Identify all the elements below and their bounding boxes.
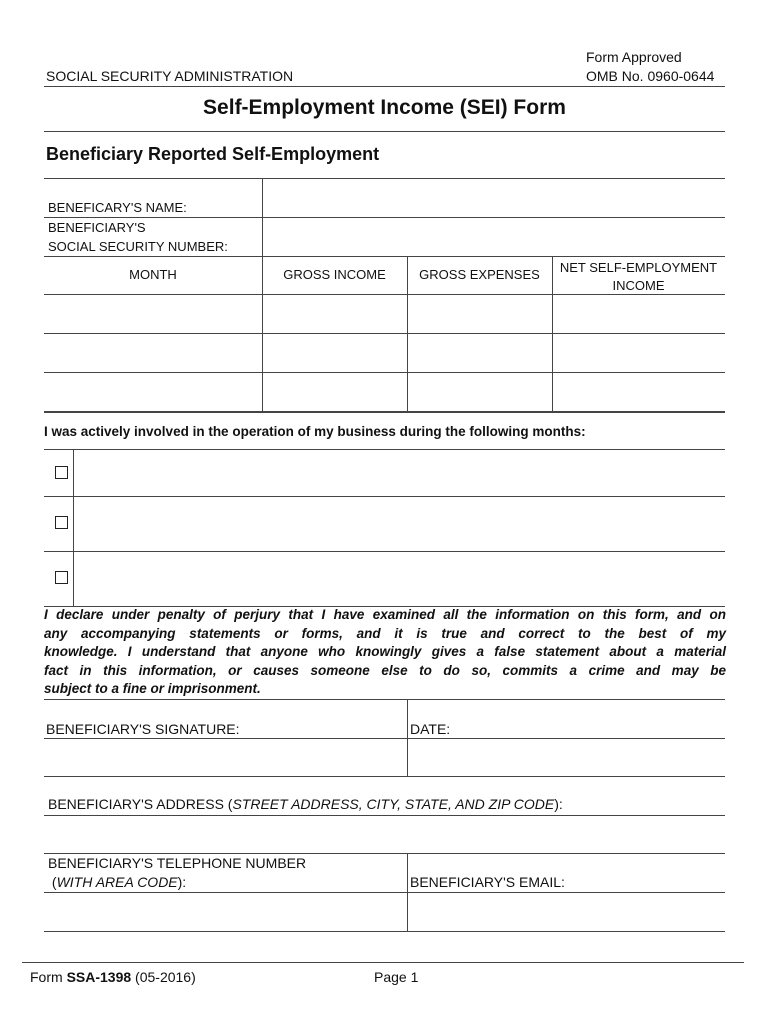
row3-gross-income-field[interactable] [264, 374, 406, 410]
form-code: SSA-1398 [66, 969, 132, 985]
form-date: (05-2016) [131, 969, 196, 985]
email-field[interactable] [409, 894, 724, 929]
row2-month-field[interactable] [45, 335, 261, 371]
email-label: BENEFICIARY'S EMAIL: [410, 874, 565, 890]
form-approved-text: Form Approved [586, 49, 682, 65]
address-label-suffix: ): [554, 796, 563, 812]
signature-label-rule [44, 738, 725, 739]
signature-bottom-rule [44, 776, 725, 777]
involvement-rule-2 [44, 551, 725, 552]
ssn-label-line2: SOCIAL SECURITY NUMBER: [48, 239, 228, 254]
omb-number: OMB No. 0960-0644 [586, 68, 715, 84]
month-checkbox-2[interactable] [55, 516, 68, 529]
form-number [30, 968, 196, 987]
ssn-label-line1: BENEFICIARY'S [48, 220, 146, 235]
involvement-statement: I was actively involved in the operation of my business during the following months: [44, 424, 586, 439]
date-field[interactable] [409, 740, 724, 774]
table-row-rule-1 [44, 333, 725, 334]
table-header-rule [44, 294, 725, 295]
row1-gross-income-field[interactable] [264, 296, 406, 332]
contact-label-rule [44, 892, 725, 893]
row3-month-field[interactable] [45, 374, 261, 410]
month-field-2[interactable] [76, 498, 724, 549]
page-number: Page 1 [374, 969, 419, 985]
gross-expenses-header: GROSS EXPENSES [419, 267, 540, 282]
date-label: DATE: [410, 721, 451, 737]
address-label-rule [44, 815, 725, 816]
row1-gross-expenses-field[interactable] [409, 296, 551, 332]
gross-income-header: GROSS INCOME [283, 267, 386, 282]
row1-month-field[interactable] [45, 296, 261, 332]
declaration-line-5: subject to a fine or imprisonment. [44, 681, 261, 697]
signature-label: BENEFICIARY'S SIGNATURE: [46, 721, 240, 737]
table-row-rule-2 [44, 372, 725, 373]
row2-net-income-field[interactable] [554, 335, 724, 371]
declaration-line-3: knowledge. I understand that anyone who knowingly gives a false statement about a material [44, 644, 726, 660]
row2-gross-income-field[interactable] [264, 335, 406, 371]
row1-net-income-field[interactable] [554, 296, 724, 332]
phone-label-line1: BENEFICIARY'S TELEPHONE NUMBER [48, 855, 307, 871]
net-income-header-line2: INCOME [612, 278, 665, 293]
row3-gross-expenses-field[interactable] [409, 374, 551, 410]
declaration-bottom-rule [44, 699, 725, 700]
phone-field[interactable] [45, 894, 405, 929]
declaration-line-1: I declare under penalty of perjury that I have examined all the information on this form, and on [44, 607, 726, 622]
month-field-1[interactable] [76, 451, 724, 494]
table-bottom-rule [44, 411, 725, 413]
ssn-bottom-rule [44, 256, 725, 257]
month-header: MONTH [129, 267, 177, 282]
form-prefix: Form [30, 969, 67, 985]
involvement-rule-1 [44, 496, 725, 497]
beneficiary-name-field[interactable] [264, 180, 724, 217]
title-rule [44, 131, 725, 132]
address-label-prefix: BENEFICIARY'S ADDRESS ( [48, 796, 233, 812]
declaration-line-2: any accompanying statements or forms, and it is true and correct to the best of my [44, 625, 726, 641]
involvement-top-rule [44, 449, 725, 450]
row3-net-income-field[interactable] [554, 374, 724, 410]
name-top-rule [44, 178, 725, 179]
phone-label-line2 [48, 873, 186, 892]
declaration-line-4: fact in this information, or causes someone else to do so, commits a crime and may be [44, 662, 726, 678]
phone-label-italic: WITH AREA CODE [56, 874, 178, 890]
ssn-field[interactable] [264, 219, 724, 255]
page-title: Self-Employment Income (SEI) Form [203, 96, 566, 119]
perjury-declaration [44, 606, 726, 699]
contact-bottom-rule [44, 931, 725, 932]
section-title: Beneficiary Reported Self-Employment [46, 144, 380, 164]
month-field-3[interactable] [76, 553, 724, 604]
signature-field[interactable] [45, 740, 405, 774]
phone-label-close: ): [177, 874, 187, 890]
address-field[interactable] [45, 817, 724, 852]
address-label [48, 795, 563, 814]
net-income-header-line1: NET SELF-EMPLOYMENT [559, 260, 718, 275]
involvement-divider [73, 449, 74, 606]
address-label-italic: STREET ADDRESS, CITY, STATE, AND ZIP CODE [232, 796, 555, 812]
beneficiary-name-label: BENEFICARY'S NAME: [48, 200, 187, 215]
header-rule [44, 86, 725, 87]
agency-name: SOCIAL SECURITY ADMINISTRATION [46, 68, 294, 84]
row2-gross-expenses-field[interactable] [409, 335, 551, 371]
month-checkbox-3[interactable] [55, 571, 68, 584]
name-bottom-rule [44, 217, 725, 218]
footer-rule [22, 962, 744, 963]
phone-label-open: ( [48, 874, 57, 890]
month-checkbox-1[interactable] [55, 466, 68, 479]
